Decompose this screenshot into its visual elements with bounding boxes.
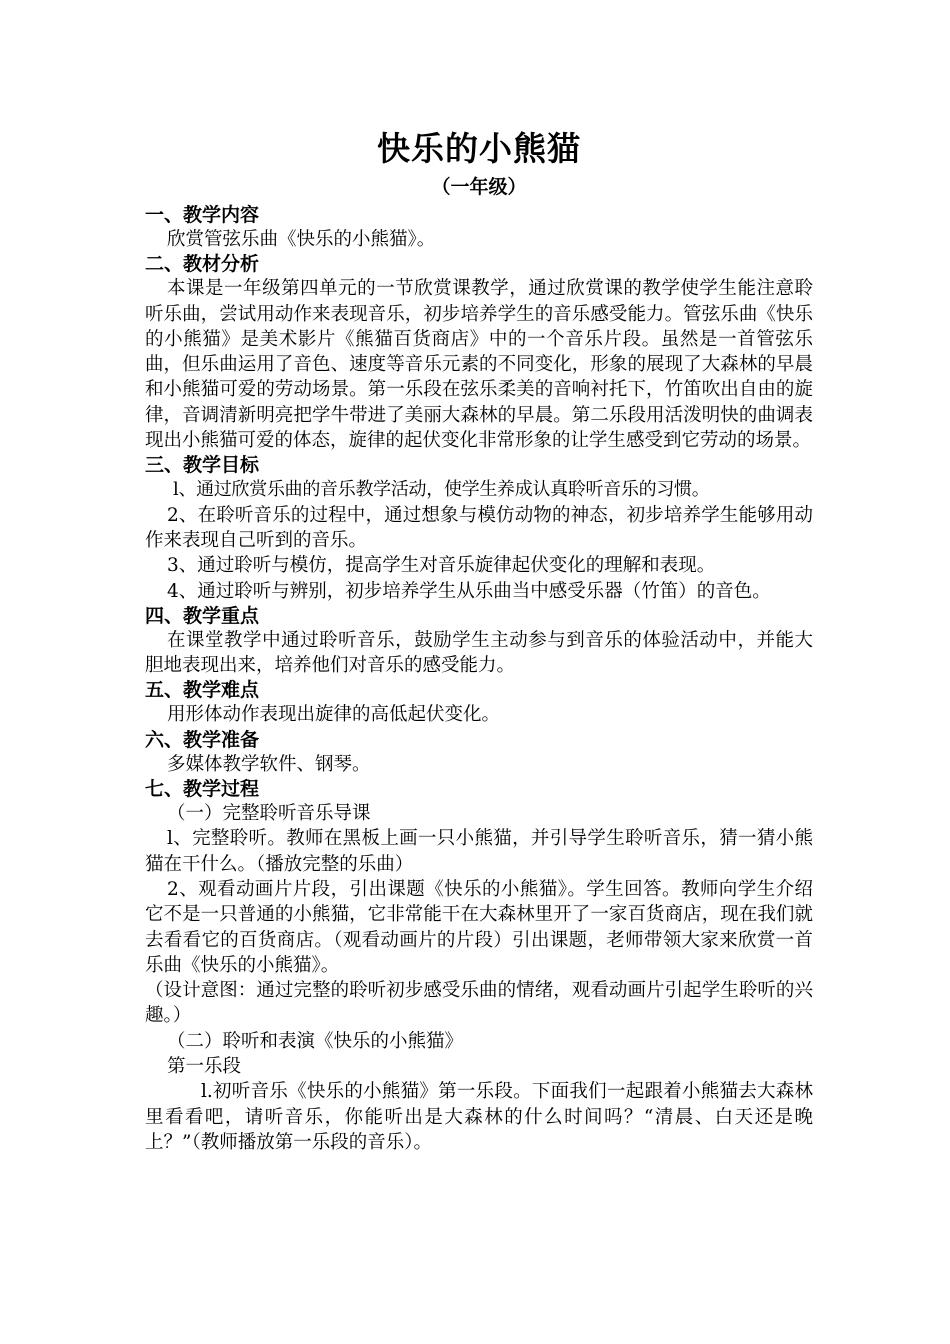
paragraph: 本课是一年级第四单元的一节欣赏课教学，通过欣赏课的教学使学生能注意聆听乐曲，尝试用动作来表现音乐，初步培养学生的音乐感受能力。管弦乐曲《快乐的小熊猫》是美术影片《熊猫百货商店》中的一个音乐片段。虽然是一首管弦乐曲，但乐曲运用了音色、速度等音乐元素的不同变化，形象的展现了大森林的早晨和小熊猫可爱的劳动场景。第一乐段在弦乐柔美的音响衬托下，竹笛吹出自由的旋律，音调清新明亮把学牛带进了美丽大森林的早晨。第二乐段用活泼明快的曲调表现出小熊猫可爱的体态，旋律的起伏变化非常形象的让学生感受到它劳动的场景。 — [145, 278, 813, 452]
paragraph: l.初听音乐《快乐的小熊猫》第一乐段。下面我们一起跟着小熊猫去大森林里看看吧，请听音乐，你能听出是大森林的什么时间吗？“清晨、白天还是晚上？”（教师播放第一乐段的音乐）。 — [145, 1081, 813, 1153]
paragraph: 在课堂教学中通过聆听音乐，鼓励学生主动参与到音乐的体验活动中，并能大胆地表现出来，培养他们对音乐的感受能力。 — [145, 629, 813, 677]
paragraph: 2、在聆听音乐的过程中，通过想象与模仿动物的神态，初步培养学生能够用动作来表现自己听到的音乐。 — [145, 504, 813, 551]
subheading: 第一乐段 — [167, 1056, 242, 1078]
paragraph: 3、通过聆听与模仿，提高学生对音乐旋律起伏变化的理解和表现。 — [167, 555, 716, 577]
document-subtitle: （一年级） — [431, 176, 527, 198]
paragraph: 多媒体教学软件、钢琴。 — [167, 753, 371, 775]
subheading: （二）聆听和表演《快乐的小熊猫》 — [167, 1030, 464, 1052]
paragraph: 4、通过聆听与辨别，初步培养学生从乐曲当中感受乐器（竹笛）的音色。 — [167, 580, 771, 602]
section-heading-goals: 三、教学目标 — [145, 454, 260, 477]
section-heading-preparation: 六、教学准备 — [145, 728, 260, 751]
paragraph: l、通过欣赏乐曲的音乐教学活动，使学生养成认真聆听音乐的习惯。 — [173, 479, 710, 501]
document-title: 快乐的小熊猫 — [377, 129, 581, 168]
subheading: （一）完整聆听音乐导课 — [167, 803, 371, 825]
document-page — [145, 125, 813, 1155]
paragraph: 2、观看动画片片段，引出课题《快乐的小熊猫》。学生回答。教师向学生介绍它不是一只普通的小熊猫，它非常能干在大森林里开了一家百货商店，现在我们就去看看它的百货商店。（观看动画片的片段）引出课题，老师带领大家来欣赏一首乐曲《快乐的小熊猫》。 — [145, 878, 813, 976]
paragraph: 欣赏管弦乐曲《快乐的小熊猫》。 — [167, 229, 436, 250]
section-heading-content: 一、教学内容 — [145, 204, 260, 226]
design-intent-note: （设计意图：通过完整的聆听初步感受乐曲的情绪，观看动画片引起学生聆听的兴趣。） — [145, 980, 813, 1027]
section-heading-key-points: 四、教学重点 — [145, 604, 260, 627]
section-heading-process: 七、教学过程 — [145, 778, 260, 801]
paragraph: 用形体动作表现出旋律的高低起伏变化。 — [167, 704, 501, 726]
section-heading-difficulties: 五、教学难点 — [145, 679, 260, 702]
paragraph: l、完整聆听。教师在黑板上画一只小熊猫，并引导学生聆听音乐，猜一猜小熊猫在干什么。（播放完整的乐曲） — [145, 828, 813, 875]
section-heading-analysis: 二、教材分析 — [145, 253, 260, 276]
